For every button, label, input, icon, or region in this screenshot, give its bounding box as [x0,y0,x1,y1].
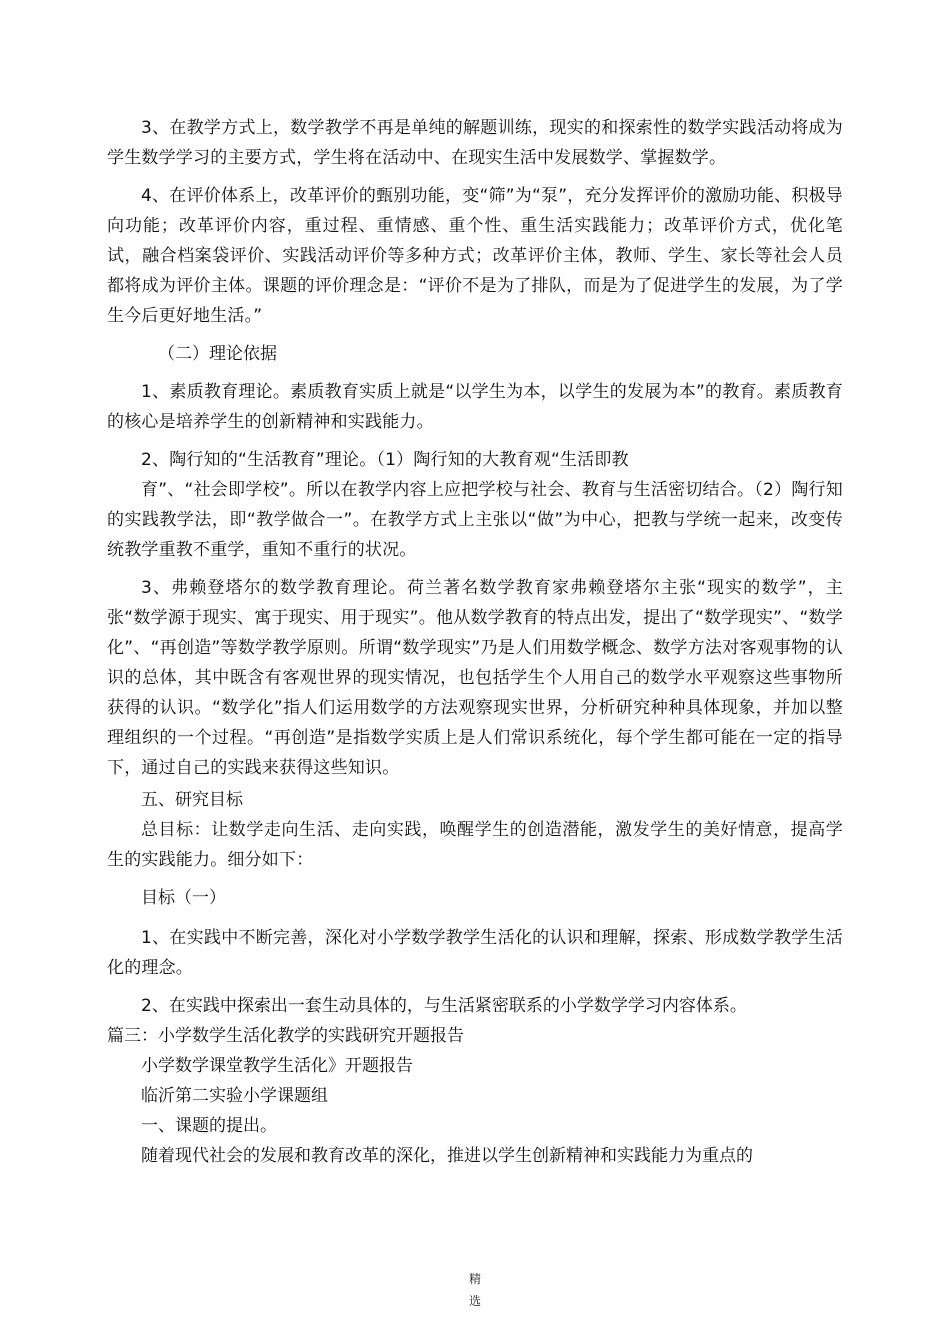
paragraph-teaching-method: 3、在教学方式上，数学教学不再是单纯的解题训练，现实的和探索性的数学实践活动将成为学生数学学习的主要方式，学生将在活动中、在现实生活中发展数学、掌握数学。 [107,118,843,168]
report-author-group: 临沂第二实验小学课题组 [141,1086,328,1106]
section-heading-research-goals: 五、研究目标 [141,790,243,810]
footer-mark-line1: 精 [468,1272,481,1286]
subheading-goal-one: 目标（一） [141,888,226,908]
paragraph-goal-item-2: 2、在实践中探索出一套生动具体的，与生活紧密联系的小学数学学习内容体系。 [141,996,747,1016]
paragraph-tao-xingzhi-start: 2、陶行知的“生活教育”理论。（1）陶行知的大教育观“生活即教 [141,450,629,470]
paragraph-goal-item-1: 1、在实践中不断完善，深化对小学数学教学生活化的认识和理解，探索、形成数学教学生活化的理念。 [107,928,843,978]
report-title: 小学数学课堂教学生活化》开题报告 [141,1056,413,1076]
paragraph-overall-goal: 总目标：让数学走向生活、走向实践，唤醒学生的创造潜能，激发学生的美好情意，提高学生的实践能力。细分如下： [107,820,843,870]
heading-article-three: 篇三：小学数学生活化教学的实践研究开题报告 [107,1026,464,1046]
footer-mark-line2: 选 [468,1294,481,1308]
document-body [107,113,843,1171]
paragraph-tao-xingzhi-cont: 育”、“社会即学校”。所以在教学内容上应把学校与社会、教育与生活密切结合。（2）陶行知的实践教学法，即“教学做合一”。在教学方式上主张以“做”为中心，把教与学统一起来，改变传统教学重教不重学，重知不重行的状况。 [107,480,843,560]
section-heading-theory-basis: （二）理论依据 [158,344,277,364]
paragraph-evaluation-system: 4、在评价体系上，改革评价的甄别功能，变“筛”为“泵”，充分发挥评价的激励功能、积极导向功能；改革评价内容，重过程、重情感、重个性、重生活实践能力；改革评价方式，优化笔试，融合档案袋评价、实践活动评价等多种方式；改革评价主体，教师、学生、家长等社会人员都将成为评价主体。课题的评价理念是：“评价不是为了排队，而是为了促进学生的发展，为了学生今后更好地生活。” [107,186,843,326]
paragraph-topic-origin: 随着现代社会的发展和教育改革的深化，推进以学生创新精神和实践能力为重点的 [141,1146,753,1166]
page-footer [0,1268,950,1312]
paragraph-quality-education: 1、素质教育理论。素质教育实质上就是“以学生为本，以学生的发展为本”的教育。素质教育的核心是培养学生的创新精神和实践能力。 [107,382,843,432]
paragraph-freudenthal: 3、弗赖登塔尔的数学教育理论。荷兰著名数学教育家弗赖登塔尔主张“现实的数学”，主张“数学源于现实、寓于现实、用于现实”。他从数学教育的特点出发，提出了“数学现实”、“数学化”、“再创造”等数学教学原则。所谓“数学现实”乃是人们用数学概念、数学方法对客观事物的认识的总体，其中既含有客观世界的现实情况，也包括学生个人用自己的数学水平观察这些事物所获得的认识。“数学化”指人们运用数学的方法观察现实世界，分析研究种种具体现象，并加以整理组织的一个过程。“再创造”是指数学实质上是人们常识系统化，每个学生都可能在一定的指导下，通过自己的实践来获得这些知识。 [107,578,843,778]
section-heading-topic-origin: 一、课题的提出。 [141,1116,277,1136]
